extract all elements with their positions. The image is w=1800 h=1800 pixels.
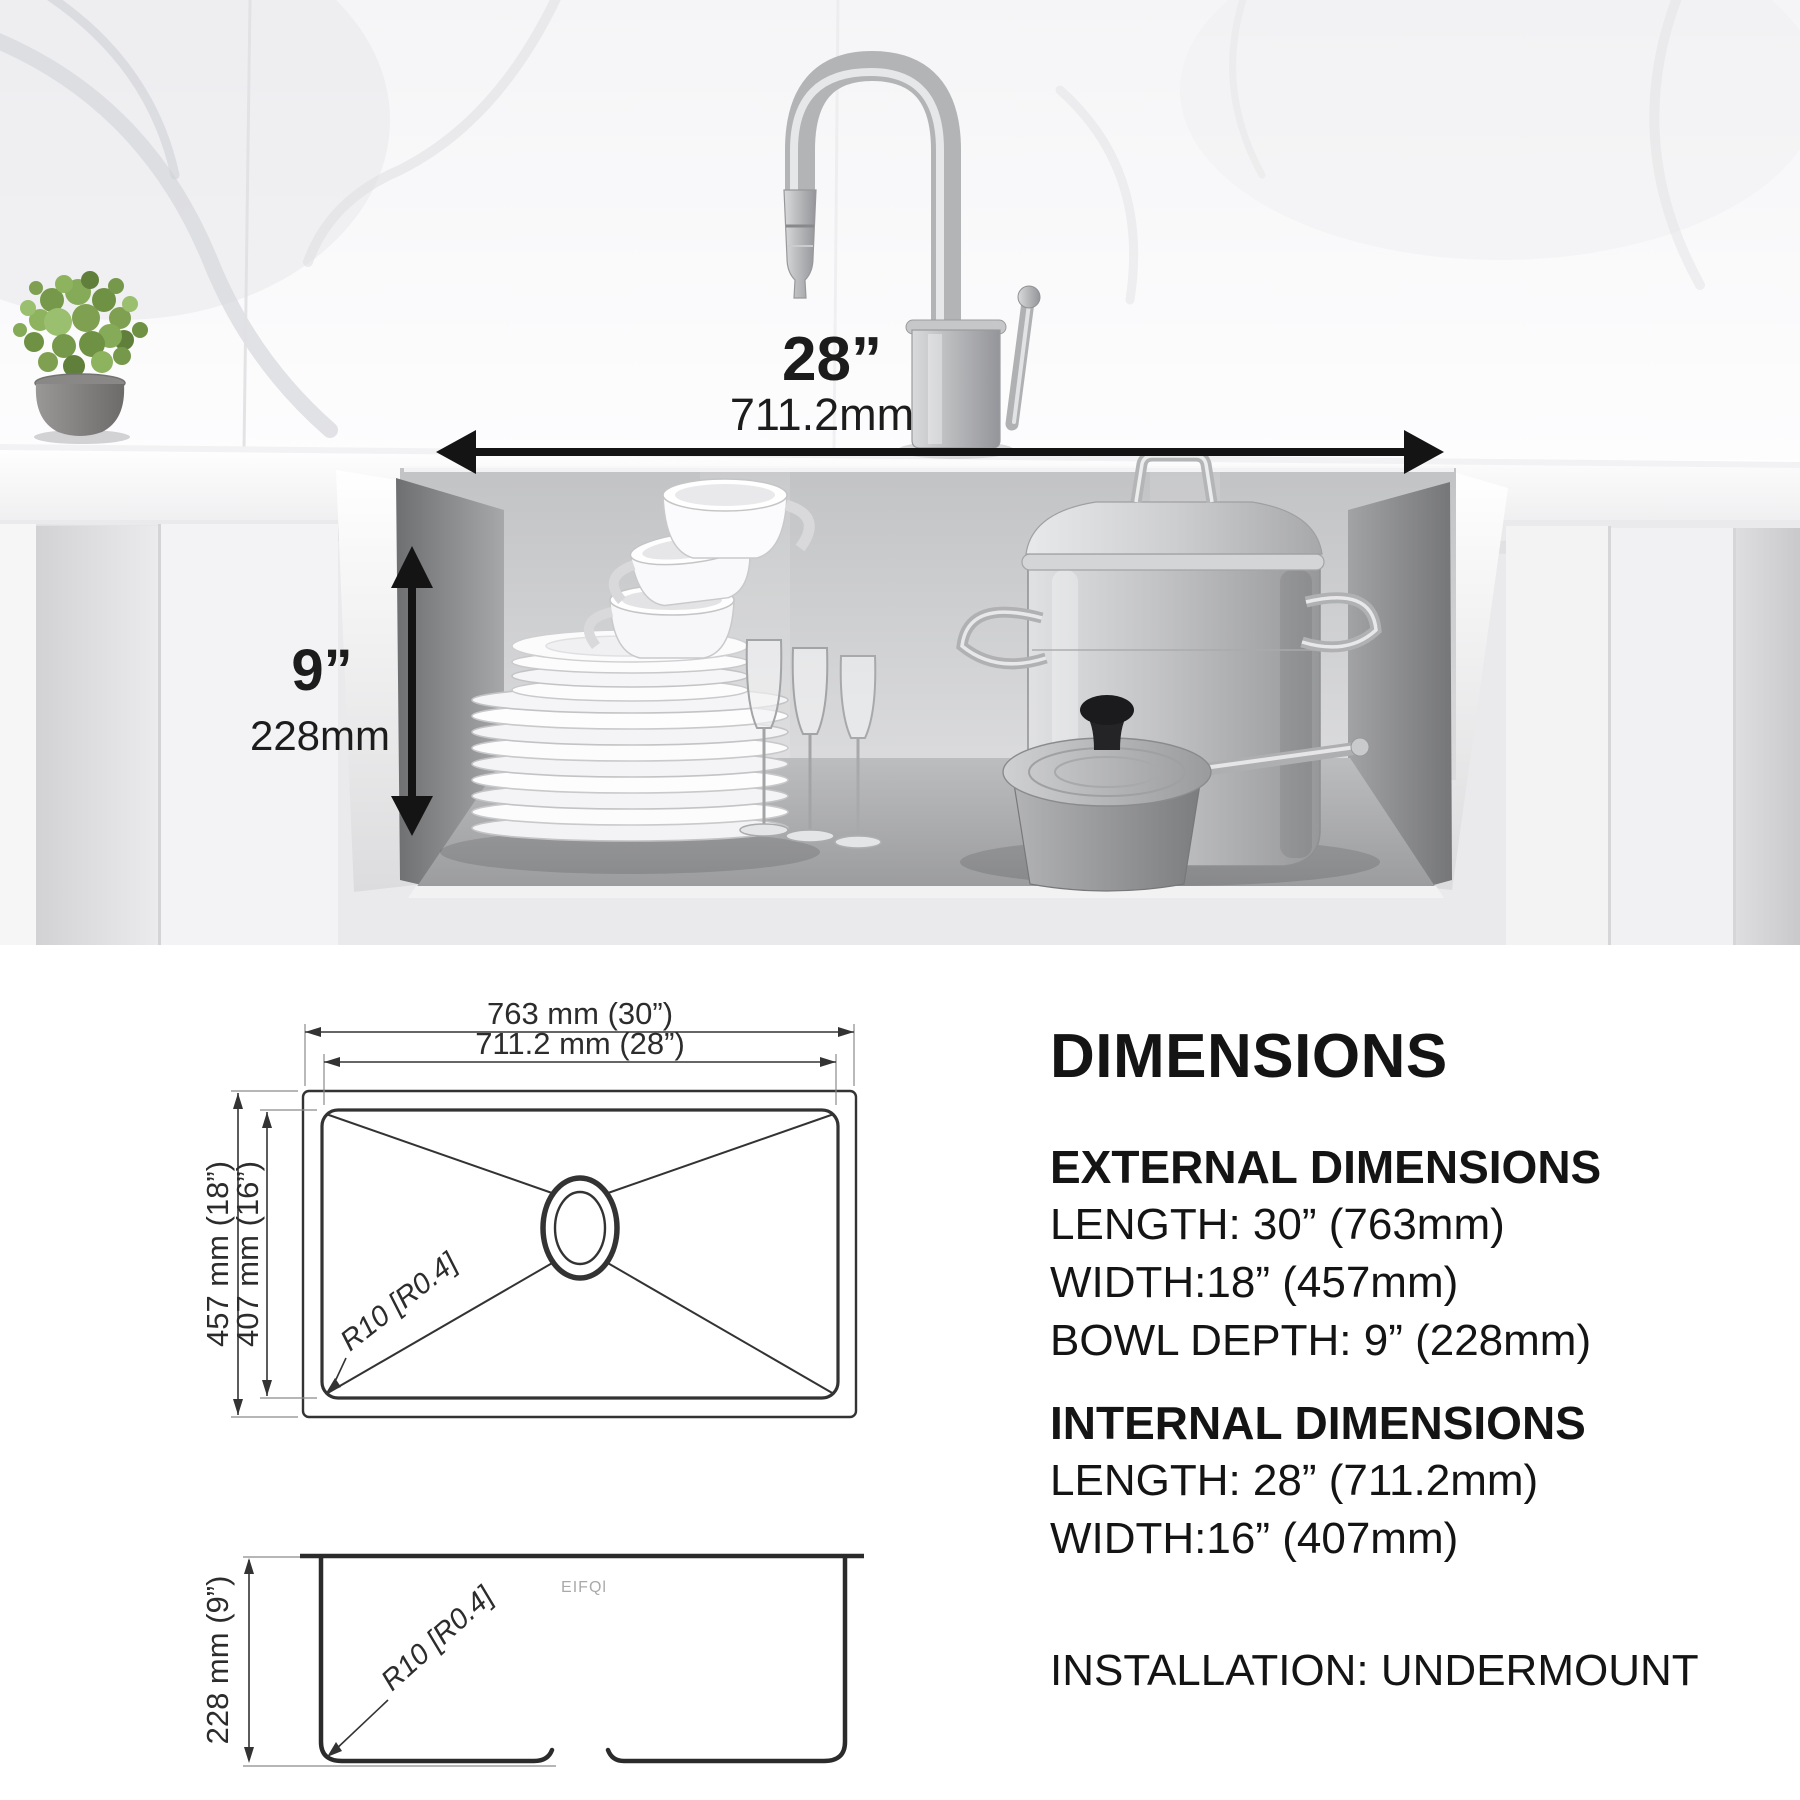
top-view-drawing	[200, 996, 856, 1417]
top-view-radius-label: R10 [R0.4]	[334, 1246, 464, 1358]
length-label-inches: 28”	[782, 325, 882, 394]
internal-width: WIDTH:16” (407mm)	[1050, 1514, 1459, 1563]
external-length: LENGTH: 30” (763mm)	[1050, 1200, 1505, 1249]
top-view-inner-width-label: 407 mm (16”)	[230, 1160, 265, 1348]
side-view-radius-label: R10 [R0.4]	[375, 1580, 500, 1698]
dimension-specs	[1050, 1022, 1770, 1700]
top-view-outer-width-label: 457 mm (18”)	[200, 1160, 235, 1348]
top-view-outer-length-label: 763 mm (30”)	[486, 996, 674, 1031]
depth-label-inches: 9”	[291, 638, 353, 703]
side-view-drawing	[200, 1556, 864, 1766]
faucet-body	[912, 330, 1000, 448]
technical-drawings	[0, 945, 1080, 1800]
length-label-mm: 711.2mm	[729, 389, 915, 440]
brand-mark: EIFQl	[561, 1579, 607, 1596]
top-view-inner-length-label: 711.2 mm (28”)	[475, 1026, 685, 1061]
external-width: WIDTH:18” (457mm)	[1050, 1258, 1459, 1307]
internal-dimensions-heading: INTERNAL DIMENSIONS	[1050, 1397, 1586, 1449]
side-view-depth-label: 228 mm (9”)	[200, 1575, 235, 1745]
plate-stack	[472, 630, 788, 841]
installation-type: INSTALLATION: UNDERMOUNT	[1050, 1646, 1699, 1695]
depth-label-mm: 228mm	[249, 712, 391, 759]
specs-title: DIMENSIONS	[1050, 1022, 1448, 1091]
internal-length: LENGTH: 28” (711.2mm)	[1050, 1456, 1539, 1505]
external-bowl-depth: BOWL DEPTH: 9” (228mm)	[1050, 1316, 1592, 1365]
external-dimensions-heading: EXTERNAL DIMENSIONS	[1050, 1141, 1602, 1193]
